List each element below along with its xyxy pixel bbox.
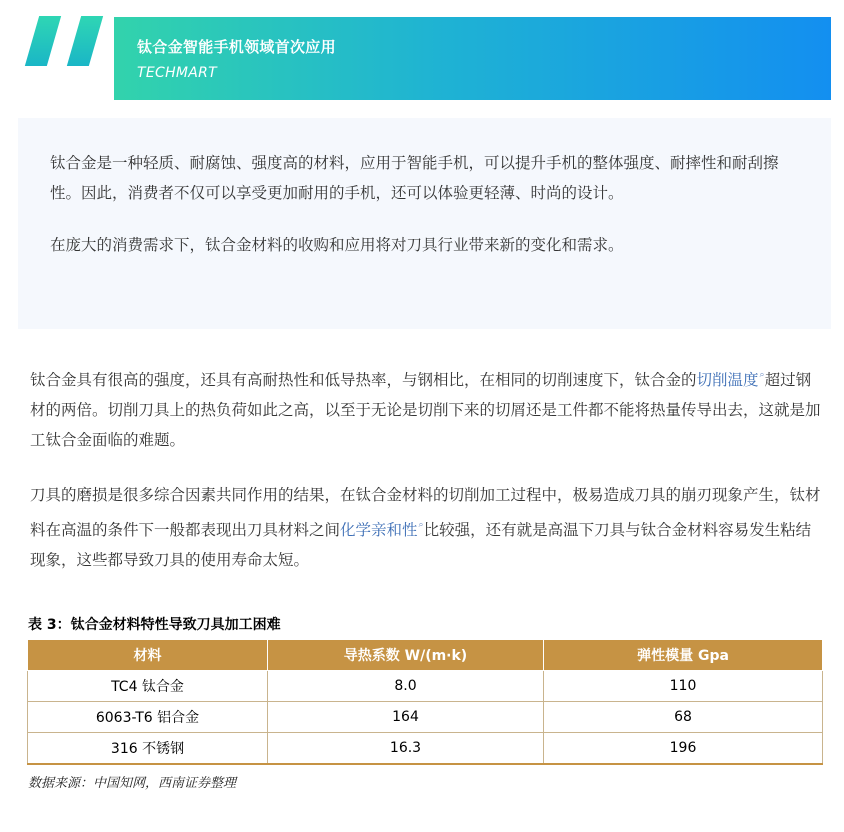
table-row [28,671,823,702]
table-cell: 196 [544,733,823,764]
table-cell: TC4 钛合金 [28,671,268,702]
article-header [0,0,844,110]
search-icon[interactable]: ⌕ [759,370,765,380]
body-paragraph [30,360,826,455]
material-properties-table [27,639,823,765]
table-cell: 110 [544,671,823,702]
table-cell: 8.0 [268,671,544,702]
table-cell: 164 [268,702,544,733]
data-source-note: 数据来源：中国知网，西南证券整理 [28,776,237,791]
paragraph-text: 钛合金具有很高的强度，还具有高耐热性和低导热率，与钢相比，在相同的切削速度下，钛合金的 [30,371,697,389]
paragraph-text: 刀具的磨损是很多综合因素共同作用的结果，在钛合金材料的切削加工过程中，极易造成刀具的崩刃现象产生，钛材料在高温的条件下一般都表现出刀具材料之间 [30,486,821,539]
table-cell: 316 不锈钢 [28,733,268,764]
intro-paragraph: 在庞大的消费需求下，钛合金材料的收购和应用将对刀具行业带来新的变化和需求。 [50,236,624,254]
paragraph-text: 比较强，还有就是高温下刀具与钛合金材料容易发生粘结现象，这些都导致刀具的使用寿命太短。 [30,521,812,569]
chemical-affinity-link[interactable]: 化学亲和性 [340,521,418,539]
paragraph-text: 超过钢材的两倍。切削刀具上的热负荷如此之高，以至于无论是切削下来的切屑还是工件都不能将热量传导出去，这就是加工钛合金面临的难题。 [30,371,821,449]
table-cell: 16.3 [268,733,544,764]
table-header-row [28,640,823,671]
quote-mark-icon [67,16,103,66]
banner-title: 钛合金智能手机领域首次应用 [137,38,336,56]
search-icon[interactable]: ⌕ [418,520,424,530]
table-row [28,702,823,733]
column-header: 弹性模量 Gpa [544,640,823,671]
table-cell: 6063-T6 铝合金 [28,702,268,733]
quote-mark-icon [25,16,61,66]
table-cell: 68 [544,702,823,733]
intro-paragraph: 钛合金是一种轻质、耐腐蚀、强度高的材料，应用于智能手机，可以提升手机的整体强度、耐摔性和耐刮擦性。因此，消费者不仅可以享受更加耐用的手机，还可以体验更轻薄、时尚的设计。 [50,154,779,202]
column-header: 材料 [28,640,268,671]
title-banner [114,17,831,100]
column-header: 导热系数 W/(m·k) [268,640,544,671]
banner-subtitle: TECHMART [137,65,218,81]
body-paragraph [30,480,826,575]
table-caption: 表 3：钛合金材料特性导致刀具加工困难 [28,617,281,633]
cutting-temperature-link[interactable]: 切削温度 [696,371,759,389]
table-row [28,733,823,764]
intro-box [18,118,831,329]
